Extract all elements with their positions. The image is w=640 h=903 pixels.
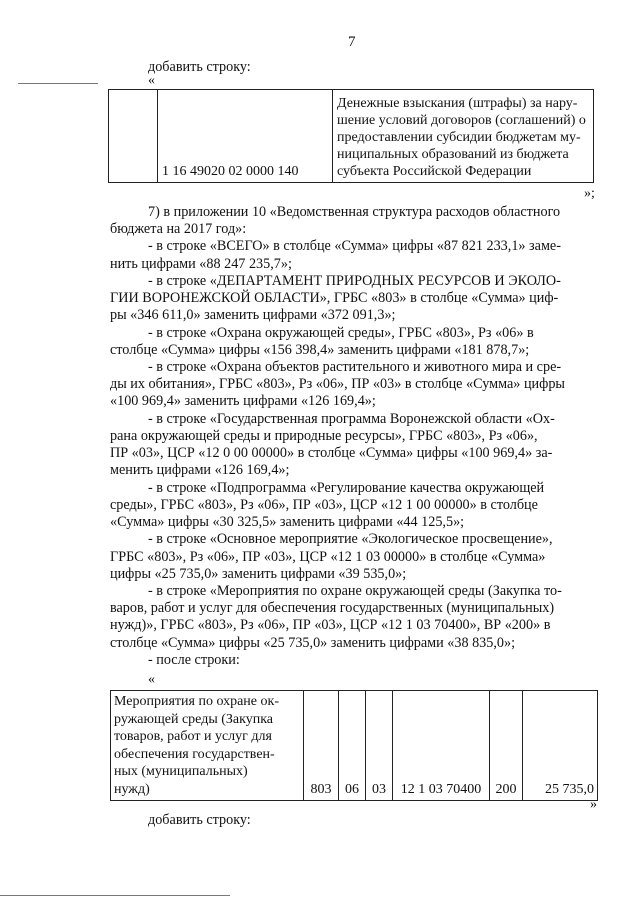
open-quote: « (148, 73, 155, 88)
margin-rule-top (18, 83, 98, 84)
body-line: - в строке «Подпрограмма «Регулирование качества окружающей (148, 480, 545, 496)
body-line: нить цифрами «88 247 235,7»; (110, 256, 292, 272)
margin-rule-bottom (0, 895, 230, 896)
body-line: «Сумма» цифры «30 325,5» заменить цифрами «44 125,5»; (110, 514, 465, 530)
revenue-code-cell: 1 16 49020 02 0000 140 (158, 90, 333, 183)
name-line: обеспечения государствен- (114, 746, 275, 762)
body-line: ры «346 611,0» заменить цифрами «372 091,3»; (110, 307, 396, 323)
row-name-cell (111, 691, 304, 801)
outro-text: добавить строку: (148, 812, 251, 828)
body-line: «100 969,4» заменить цифрами «126 169,4»; (110, 393, 376, 409)
pr-cell: 03 (366, 691, 393, 801)
csr-cell: 12 1 03 70400 (393, 691, 490, 801)
description-line: шение условий договоров (соглашений) о (337, 113, 586, 128)
body-line: - в строке «Охрана объектов растительного и животного мира и сре- (148, 359, 562, 375)
body-line: столбце «Сумма» цифры «156 398,4» заменить цифрами «181 878,7»; (110, 342, 530, 358)
body-line: 7) в приложении 10 «Ведомственная структура расходов областного (148, 204, 561, 220)
body-line: нужд)», ГРБС «803», Рз «06», ПР «03», ЦСР «12 1 03 70400», ВР «200» в (110, 617, 551, 633)
inserted-revenue-table (108, 89, 594, 183)
body-line: - в строке «ВСЕГО» в столбце «Сумма» цифры «87 821 233,1» заме- (148, 238, 561, 254)
table-row (109, 90, 594, 183)
body-line: - в строке «Мероприятия по охране окружающей среды (Закупка то- (148, 583, 562, 599)
intro-text: добавить строку: (148, 59, 251, 75)
body-line: столбце «Сумма» цифры «25 735,0» заменить цифрами «38 835,0»; (110, 635, 516, 651)
vr-cell: 200 (490, 691, 523, 801)
body-line: ГРБС «803», Рз «06», ПР «03», ЦСР «12 1 03 00000» в столбце «Сумма» (110, 549, 546, 565)
grbs-cell: 803 (304, 691, 339, 801)
empty-cell (109, 90, 158, 183)
sum-cell: 25 735,0 (523, 691, 598, 801)
body-line: менить цифрами «126 169,4»; (110, 462, 290, 478)
body-line: ПР «03», ЦСР «12 0 00 00000» в столбце «Сумма» цифры «100 969,4» за- (110, 445, 553, 461)
table-row (111, 691, 598, 801)
close-quote: » (590, 797, 597, 812)
body-line: - после строки: (148, 652, 240, 668)
name-line: Мероприятия по охране ок- (114, 694, 279, 709)
body-line: - в строке «Основное мероприятие «Экологическое просвещение», (148, 531, 553, 547)
body-line: ГИИ ВОРОНЕЖСКОЙ ОБЛАСТИ», ГРБС «803» в столбце «Сумма» циф- (110, 290, 559, 306)
close-quote: »; (584, 186, 595, 201)
description-line: предоставлении субсидии бюджетам му- (337, 130, 581, 145)
rz-cell: 06 (339, 691, 366, 801)
description-line: субъекта Российской Федерации (337, 164, 532, 179)
page-number: 7 (348, 34, 356, 50)
revenue-description-cell (333, 90, 594, 183)
body-line: бюджета на 2017 год»: (110, 221, 247, 237)
body-line: варов, работ и услуг для обеспечения государственных (муниципальных) (110, 600, 555, 616)
body-line: среды», ГРБС «803», Рз «06», ПР «03», ЦСР «12 1 00 00000» в столбце (110, 497, 538, 513)
name-line: товаров, работ и услуг для (114, 729, 272, 744)
budget-row-table (110, 690, 598, 801)
body-line: - в строке «Охрана окружающей среды», ГРБС «803», Рз «06» в (148, 325, 534, 341)
body-line: цифры «25 735,0» заменить цифрами «39 535,0»; (110, 566, 407, 582)
name-line: нужд) (114, 781, 150, 797)
name-line: ных (муниципальных) (114, 764, 248, 779)
body-line: ды их обитания», ГРБС «803», Рз «06», ПР «03» в столбце «Сумма» цифры (110, 376, 565, 392)
body-line: - в строке «Государственная программа Воронежской области «Ох- (148, 411, 555, 427)
name-line: ружающей среды (Закупка (114, 711, 274, 727)
description-line: ниципальных образований из бюджета (337, 147, 569, 162)
body-line: рана окружающей среды и природные ресурсы», ГРБС «803», Рз «06», (110, 428, 538, 444)
description-line: Денежные взыскания (штрафы) за нару- (337, 96, 578, 111)
body-line: - в строке «ДЕПАРТАМЕНТ ПРИРОДНЫХ РЕСУРСОВ И ЭКОЛО- (148, 273, 561, 289)
open-quote: « (148, 672, 155, 687)
